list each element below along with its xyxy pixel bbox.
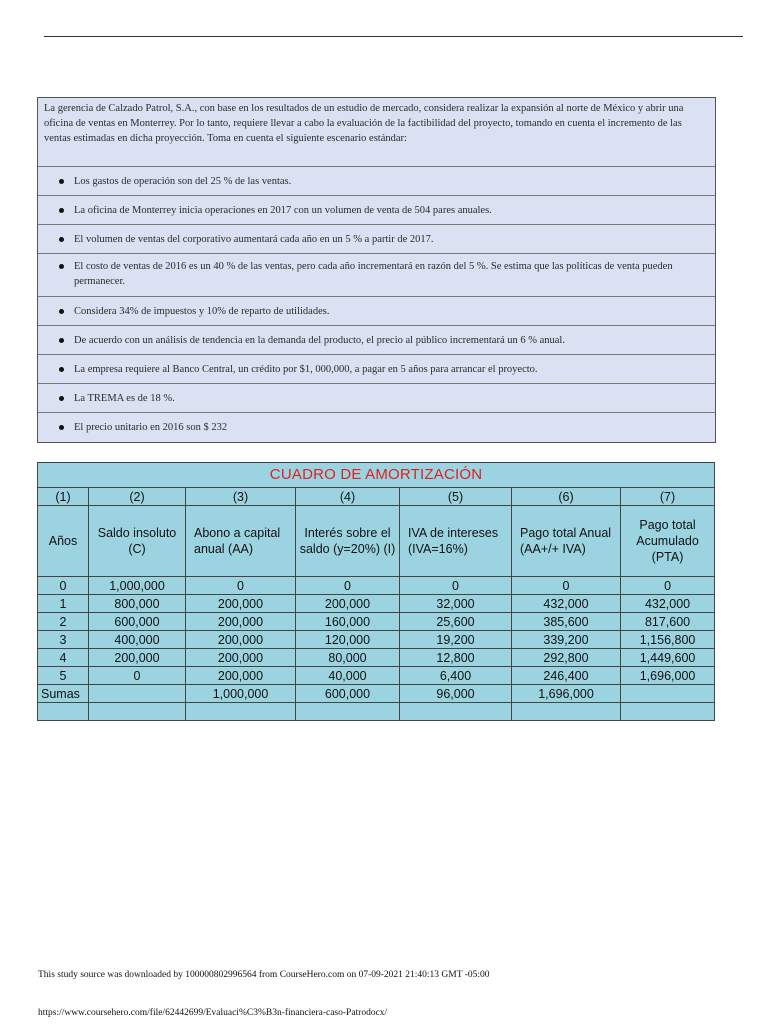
table-cell: 0 (89, 667, 186, 685)
table-cell: 6,400 (400, 667, 512, 685)
table-cell: 80,000 (296, 649, 400, 667)
table-cell: 200,000 (186, 631, 296, 649)
sum-cell: Sumas (38, 685, 89, 703)
table-cell: 1,156,800 (621, 631, 715, 649)
scenario-bullet: El volumen de ventas del corporativo aumentará cada año en un 5 % a partir de 2017. (38, 225, 715, 254)
scenario-bullet: De acuerdo con un análisis de tendencia en la demanda del producto, el precio al público incrementará un 6 % anual. (38, 326, 715, 355)
table-cell: 5 (38, 667, 89, 685)
bullet-icon (59, 237, 64, 242)
column-number: (1) (38, 488, 89, 506)
table-row (38, 577, 715, 595)
table-cell: 246,400 (512, 667, 621, 685)
sum-cell (621, 685, 715, 703)
scenario-bullet: El costo de ventas de 2016 es un 40 % de las ventas, pero cada año incrementará en razón del 5 %. Se estima que las políticas de venta pueden permanecer. (38, 254, 715, 297)
table-cell: 385,600 (512, 613, 621, 631)
table-cell: 0 (296, 577, 400, 595)
table-cell: 432,000 (621, 595, 715, 613)
column-header: Saldo insoluto (C) (89, 506, 186, 577)
source-url[interactable]: https://www.coursehero.com/file/62442699/Evaluaci%C3%B3n-financiera-caso-Patrodocx/ (38, 1008, 388, 1018)
column-number: (4) (296, 488, 400, 506)
table-cell: 25,600 (400, 613, 512, 631)
table-cell: 400,000 (89, 631, 186, 649)
scenario-box (37, 97, 716, 443)
column-header: Pago total Anual (AA+/+ IVA) (512, 506, 621, 577)
empty-cell (400, 703, 512, 721)
table-cell: 600,000 (89, 613, 186, 631)
scenario-intro: La gerencia de Calzado Patrol, S.A., con base en los resultados de un estudio de mercado, considera realizar la expansión al norte de México y abrir una oficina de ventas en Monterrey. Por lo tanto, requiere llevar a cabo la evaluación de la factibilidad del proyecto, tomando en cuenta el incremento de las ventas estimadas en dicha proyección. Toma en cuenta el siguiente escenario estándar: (38, 98, 715, 167)
bullet-icon (59, 396, 64, 401)
table-cell: 1 (38, 595, 89, 613)
table-cell: 0 (512, 577, 621, 595)
column-header: Abono a capital anual (AA) (186, 506, 296, 577)
empty-cell (38, 703, 89, 721)
table-cell: 32,000 (400, 595, 512, 613)
table-cell: 0 (186, 577, 296, 595)
download-notice: This study source was downloaded by 100000802996564 from CourseHero.com on 07-09-2021 21:40:13 GMT -05:00 (38, 970, 490, 980)
sums-row (38, 685, 715, 703)
bullet-icon (59, 367, 64, 372)
bullet-icon (59, 264, 64, 269)
column-header-row (38, 506, 715, 577)
bullet-icon (59, 208, 64, 213)
table-title-row (38, 463, 715, 488)
table-cell: 200,000 (186, 667, 296, 685)
table-cell: 1,000,000 (89, 577, 186, 595)
table-row (38, 667, 715, 685)
table-row (38, 613, 715, 631)
scenario-bullet: El precio unitario en 2016 son $ 232 (38, 413, 715, 442)
table-cell: 120,000 (296, 631, 400, 649)
empty-cell (89, 703, 186, 721)
table-title: CUADRO DE AMORTIZACIÓN (38, 463, 715, 488)
sum-cell (89, 685, 186, 703)
scenario-bullet: Los gastos de operación son del 25 % de las ventas. (38, 167, 715, 196)
table-cell: 4 (38, 649, 89, 667)
column-number: (5) (400, 488, 512, 506)
scenario-bullet: Considera 34% de impuestos y 10% de reparto de utilidades. (38, 297, 715, 326)
table-cell: 0 (38, 577, 89, 595)
table-cell: 200,000 (186, 595, 296, 613)
table-row (38, 595, 715, 613)
table-cell: 200,000 (89, 649, 186, 667)
empty-cell (186, 703, 296, 721)
column-number: (6) (512, 488, 621, 506)
table-cell: 432,000 (512, 595, 621, 613)
table-row (38, 649, 715, 667)
bullet-icon (59, 179, 64, 184)
bullet-icon (59, 425, 64, 430)
table-cell: 339,200 (512, 631, 621, 649)
table-cell: 800,000 (89, 595, 186, 613)
table-cell: 200,000 (296, 595, 400, 613)
table-cell: 2 (38, 613, 89, 631)
scenario-bullet: La empresa requiere al Banco Central, un crédito por $1, 000,000, a pagar en 5 años para arrancar el proyecto. (38, 355, 715, 384)
table-cell: 292,800 (512, 649, 621, 667)
top-divider (44, 36, 743, 37)
table-row (38, 631, 715, 649)
sum-cell: 1,000,000 (186, 685, 296, 703)
bullet-icon (59, 309, 64, 314)
table-cell: 160,000 (296, 613, 400, 631)
sum-cell: 600,000 (296, 685, 400, 703)
table-cell: 200,000 (186, 649, 296, 667)
table-cell: 817,600 (621, 613, 715, 631)
column-header: Años (38, 506, 89, 577)
table-cell: 0 (400, 577, 512, 595)
table-cell: 0 (621, 577, 715, 595)
table-cell: 12,800 (400, 649, 512, 667)
table-cell: 1,449,600 (621, 649, 715, 667)
empty-row (38, 703, 715, 721)
scenario-bullet: La TREMA es de 18 %. (38, 384, 715, 413)
column-number-row (38, 488, 715, 506)
table-cell: 3 (38, 631, 89, 649)
column-number: (3) (186, 488, 296, 506)
scenario-bullet: La oficina de Monterrey inicia operaciones en 2017 con un volumen de venta de 504 pares anuales. (38, 196, 715, 225)
table-cell: 19,200 (400, 631, 512, 649)
column-number: (2) (89, 488, 186, 506)
empty-cell (621, 703, 715, 721)
column-header: IVA de intereses (IVA=16%) (400, 506, 512, 577)
table-cell: 1,696,000 (621, 667, 715, 685)
column-header: Interés sobre el saldo (y=20%) (I) (296, 506, 400, 577)
sum-cell: 1,696,000 (512, 685, 621, 703)
column-number: (7) (621, 488, 715, 506)
column-header: Pago total Acumulado (PTA) (621, 506, 715, 577)
bullet-icon (59, 338, 64, 343)
table-body (38, 577, 715, 685)
sum-cell: 96,000 (400, 685, 512, 703)
empty-cell (296, 703, 400, 721)
amortization-table (37, 462, 715, 721)
table-cell: 40,000 (296, 667, 400, 685)
table-cell: 200,000 (186, 613, 296, 631)
empty-cell (512, 703, 621, 721)
